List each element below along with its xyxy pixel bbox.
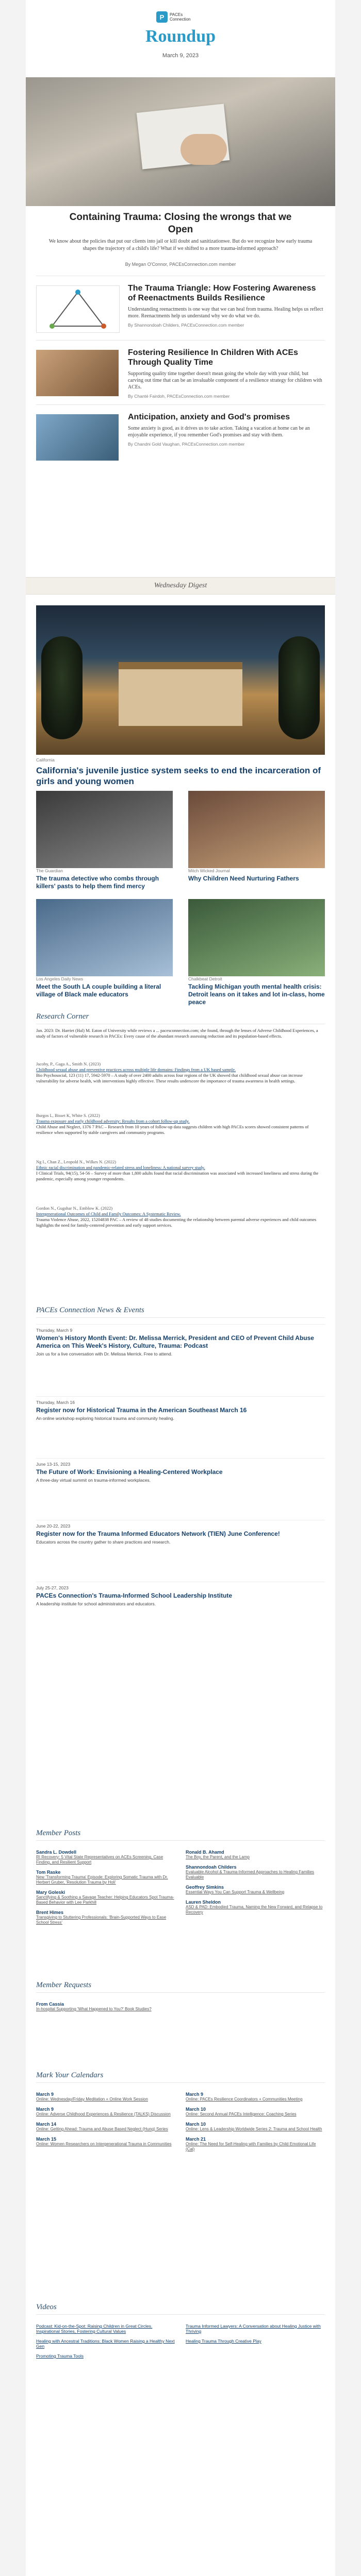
research-intro: Jan. 2023: Dr. Harriet (Hal) M. Eaton of University while reviews a ... pacesconnection.com; she found, through the lenses of Adverse Childhood Experiences, a study of factors of vulnerable research in PACEs: Every cause of the abundant research assessing reduction and its population-based effects. [36, 1028, 318, 1039]
news-date: June 20-22, 2023 [36, 1523, 71, 1529]
hero-byline: By Megan O'Connor, PACEsConnection.com member [125, 262, 236, 267]
calendar-link[interactable]: Online: Second Annual PACEs Intelligence: Coaching Series [186, 2112, 297, 2116]
research-citation: Ng I., Chan Z., Leopold N., Wilkes N. (2022) [36, 1159, 117, 1164]
digest-title[interactable]: The trauma detective who combs through killers' pasts to help them find mercy [36, 875, 159, 890]
calendar-date: March 9 [36, 2092, 54, 2097]
story-item [36, 276, 325, 338]
logo-mark: P [156, 11, 168, 23]
member-post-link[interactable]: Sanctifying & Soothing a Savage Teacher: Helping Educators Spot Trauma-Based Behavior with Lee Parkhill [36, 1895, 174, 1905]
video-link[interactable]: Healing Trauma Through Creative Play [186, 2338, 261, 2344]
news-title[interactable]: Register now for Historical Trauma in the American Southeast March 16 [36, 1406, 247, 1414]
research-link[interactable]: Childhood sexual abuse and preventive practices across multiple life domains: Findings from a UK based sample. [36, 1067, 236, 1072]
story-thumbnail[interactable] [36, 414, 119, 461]
news-title[interactable]: PACEs Connection's Trauma-Informed School Leadership Institute [36, 1592, 233, 1599]
story-title[interactable]: Anticipation, anxiety and God's promises [128, 413, 290, 421]
calendar-date: March 10 [186, 2122, 206, 2127]
digest-category: Los Angeles Daily News [36, 976, 84, 981]
newsletter [26, 0, 335, 2576]
video-link[interactable]: Trauma Informed Lawyers: A Conversation about Healing Justice with Thriving [186, 2324, 321, 2334]
video-link[interactable]: Healing with Ancestral Traditions: Black Women Raising a Healthy Next Gen [36, 2338, 175, 2349]
story-description: Supporting quality time together doesn't mean going the whole day with your child, but carving out time that can be an invaluable component of a resilience strategy for children with ACEs. [128, 371, 322, 390]
calendar-item [36, 2092, 175, 2102]
research-summary: Bio Psychosocial, 123 (11) 17, 5942-5970 – A study of over 2400 adults across four regions of the UK showed that childhood sexual abuse can increase vulnerability for adverse health, with interventions highly effective. These results underscore the importance of trauma awareness in health settings. [36, 1073, 303, 1083]
member-post-link[interactable]: RI Recovery: 5 Vital State Representatives on ACEs Screening, Case Finding, and Resilient Support [36, 1855, 163, 1865]
videos-heading: Videos [36, 2303, 325, 2315]
hero-hand-shape [180, 134, 227, 165]
video-link[interactable]: Promoting Trauma Tools [36, 2353, 84, 2359]
request-from: From Cassia [36, 2002, 64, 2007]
trauma-triangle-icon [37, 286, 119, 332]
digest-item [36, 899, 173, 998]
videos-left [36, 2324, 175, 2363]
calendar-item [186, 2137, 325, 2152]
research-item [36, 1113, 325, 1136]
research-citation: Gordon N., Gugshar N., Emblow K. (2022) [36, 1206, 113, 1211]
logo-text [170, 12, 190, 22]
story-byline: By Chanté Fairdoh, PACEsConnection.com member [128, 394, 230, 399]
news-item [36, 1396, 325, 1453]
calendar-item [186, 2092, 325, 2102]
story-item [36, 340, 325, 402]
member-name[interactable]: Mary Goleski [36, 1890, 65, 1895]
calendar-link[interactable]: Online: Getting Ahead: Trauma and Abuse Based Neglect (Hung) Series [36, 2127, 168, 2131]
wednesday-hero-image[interactable] [36, 605, 325, 755]
research-item [36, 1206, 325, 1228]
digest-image[interactable] [36, 791, 173, 868]
digest-item [188, 899, 325, 1006]
digest-title[interactable]: Meet the South LA couple building a literal village of Black male educators [36, 983, 161, 998]
member-post [36, 1910, 175, 1925]
story-description: Some anxiety is good, as it drives us to take action. Taking a vacation at home can be an enjoyable experience, if you remember God's promises and stay with them. [128, 426, 310, 438]
calendar-date: March 10 [186, 2107, 206, 2112]
news-item [36, 1520, 325, 1577]
digest-item [36, 791, 173, 890]
calendar-item [186, 2107, 325, 2117]
story-title[interactable]: Fostering Resilience In Children With ACEs Through Quality Time [128, 348, 298, 367]
calendar-item [36, 2137, 175, 2147]
digest-category: Mitch Wicked Journal [188, 868, 230, 873]
calendar-date: March 9 [186, 2092, 204, 2097]
story-title[interactable]: The Trauma Triangle: How Fostering Awareness of Reenactments Builds Resilience [128, 284, 316, 302]
news-date: June 13-15, 2023 [36, 1462, 71, 1467]
member-post-link[interactable]: Transgiving to Stuttering Professionals: 'Brain-Supported Ways to Ease School Stress' [36, 1915, 167, 1925]
member-post [36, 1870, 175, 1885]
research-summary: Child Abuse and Neglect, 1376 7 PAC – Research from 10 years of follow-up data suggests children with high PACEs scores showed consistent patterns of resilience when supported by stable caregivers and community programs. [36, 1124, 309, 1135]
calendar-item [36, 2122, 175, 2132]
story-description: Understanding reenactments is one way that we can heal from trauma. Healing helps us reflect more. Reenactments help us understand why we do what we do. [128, 307, 323, 319]
hero-title[interactable] [36, 211, 325, 236]
digest-image[interactable] [188, 899, 325, 976]
member-post-link[interactable]: ASD & PAD: Embodied Trauma, Naming the New Forward, and Relapse to Recovery [186, 1905, 323, 1914]
research-summary: I Clinical Trials, 94(15), 54-56 – Survey of more than 1,800 adults found that racial discrimination was associated with increased loneliness and stress during the pandemic, especially among younger respondents. [36, 1171, 319, 1181]
story-byline: By Chandni Gold Vaughan, PACEsConnection.com member [128, 442, 245, 447]
research-citation: Burgos L, Bisset K, White S. (2022) [36, 1113, 100, 1118]
member-posts-heading: Member Posts [36, 1829, 325, 1841]
calendar-left [36, 2092, 175, 2151]
member-name[interactable]: Sandra L. Dowdell [36, 1850, 77, 1855]
calendar-link[interactable]: Online: Women Researchers on Intergenerational Trauma in Communities [36, 2142, 172, 2146]
member-name[interactable]: Tom Raske [36, 1870, 61, 1875]
tree-shape [278, 636, 320, 739]
member-name[interactable]: Brent Himes [36, 1910, 64, 1915]
research-link[interactable]: Ethnic racial discrimination and pandemic-related stress and loneliness: A national survey study. [36, 1165, 205, 1170]
calendar-heading: Mark Your Calendars [36, 2071, 325, 2083]
digest-item [188, 791, 325, 883]
member-post [186, 1885, 325, 1895]
member-post [36, 1890, 175, 1905]
member-post [186, 1900, 325, 1915]
calendar-date: March 14 [36, 2122, 57, 2127]
news-events-heading: PACEs Connection News & Events [36, 1306, 325, 1318]
news-title[interactable]: The Future of Work: Envisioning a Healing-Centered Workplace [36, 1468, 223, 1476]
calendar-link[interactable]: Online: PACEs Resilience Coordinators + Communities Meeting [186, 2097, 303, 2102]
calendar-date: March 9 [36, 2107, 54, 2112]
story-thumbnail[interactable] [36, 350, 119, 396]
member-name[interactable]: Shannondoah Childers [186, 1865, 237, 1870]
news-title[interactable]: Women's History Month Event: Dr. Melissa Merrick, President and CEO of Prevent Child Abuse America on This Week's History, Culture, Trauma: Podcast [36, 1334, 314, 1349]
calendar-link[interactable]: Online: Wednesday/Friday Meditation + Online Work Session [36, 2097, 148, 2102]
member-name[interactable]: Geoffrey Simkins [186, 1885, 224, 1890]
calendar-item [36, 2107, 175, 2117]
story-byline: By Shannondoah Childers, PACEsConnection.com member [128, 323, 244, 328]
news-item [36, 1324, 325, 1392]
calendar-right [186, 2092, 325, 2157]
story-item [36, 404, 325, 467]
member-post-link[interactable]: Essential Ways You Can Support Trauma & Wellbeing [186, 1890, 285, 1894]
news-date: July 25-27, 2023 [36, 1585, 69, 1590]
member-post-link[interactable]: New 'Transforming Trauma' Episode: Exploring Somatic Trauma with Dr. Herbert Gruber, 'Resolution Trauma by Holi' [36, 1875, 168, 1885]
news-summary: Join us for a live conversation with Dr. Melissa Merrick. Free to attend. [36, 1351, 173, 1357]
videos-right [186, 2324, 325, 2348]
calendar-link[interactable]: Online: The Need for Self-Healing with Families by Child Emotional Life (Cal) [186, 2142, 316, 2151]
research-corner-heading: Research Corner [36, 1012, 325, 1024]
calendar-link[interactable]: Online: Adverse Childhood Experiences & Resilience (TALKS) Discussion [36, 2112, 171, 2116]
wednesday-digest-band: Wednesday Digest [26, 577, 335, 595]
news-item [36, 1582, 325, 1644]
news-date: Thursday, March 9 [36, 1328, 73, 1333]
logo[interactable] [156, 9, 205, 25]
logo-line-2: Connection [170, 17, 191, 22]
newsletter-date: March 9, 2023 [162, 53, 199, 59]
news-item [36, 1458, 325, 1515]
news-summary: An online workshop exploring historical trauma and community healing. [36, 1416, 174, 1421]
research-item [36, 1159, 325, 1182]
news-date: Thursday, March 16 [36, 1400, 75, 1405]
member-posts-right [186, 1850, 325, 1920]
research-link[interactable]: Trauma exposure and early childhood adversity: Results from a cohort follow-up study. [36, 1118, 190, 1124]
tree-shape [41, 636, 83, 739]
digest-title[interactable]: Tackling Michigan youth mental health crisis: Detroit leans on it takes and lot in-class, home peace [188, 983, 325, 1006]
member-post-link[interactable]: The Boy, the Parent, and the Lamp [186, 1855, 250, 1859]
news-summary: Educators across the country gather to share practices and research. [36, 1539, 171, 1545]
hero-title-line-1: Containing Trauma: Closing the wrongs that we [69, 212, 292, 223]
calendar-link[interactable]: Online: Lens & Leadership Worldwide Series 2: Trauma and School Health [186, 2127, 322, 2131]
digest-category: Chalkbeat Detroit [188, 976, 222, 981]
member-request [36, 2002, 175, 2016]
digest-image[interactable] [36, 899, 173, 976]
research-item [36, 1061, 325, 1084]
member-post [186, 1865, 325, 1880]
request-link[interactable]: In-hospital Supporting 'What Happened to You?' Book Studies? [36, 2007, 152, 2011]
research-summary: Trauma Violence Abuse, 2022, 15204838 PAC – A review of 48 studies documenting the relationship between parental adverse experiences and child outcomes highlights the need for family-centered prevention and early support services. [36, 1217, 317, 1228]
newsletter-title: Roundup [145, 27, 216, 46]
hero-description: We know about the policies that put our clients into jail or kill doubt and sanitizationwe. But do we recognize how early trauma shapes the trajectory of a child's life? What if we shifted to a more trauma-informed approach? [48, 239, 313, 251]
digest-image[interactable] [188, 791, 325, 868]
member-post [36, 1850, 175, 1865]
newsletter-header [26, 0, 335, 78]
member-post [186, 1850, 325, 1860]
research-link[interactable]: Intergenerational Outcomes of Child and Family Outcomes: A Systematic Review. [36, 1211, 181, 1216]
digest-category: The Guardian [36, 868, 63, 873]
member-name[interactable]: Lauren Sheldon [186, 1900, 221, 1905]
member-posts-left [36, 1850, 175, 1930]
member-name[interactable]: Ronald B. Ahamd [186, 1850, 224, 1855]
building-shape [119, 662, 242, 726]
member-requests-heading: Member Requests [36, 1981, 325, 1993]
news-title[interactable]: Register now for the Trauma Informed Educators Network (TIEN) June Conference! [36, 1530, 280, 1537]
member-post-link[interactable]: Evaluable Alcohol & Trauma-Informed Approaches to Healing Families Evaluable [186, 1870, 315, 1879]
research-citation: Jacoby, P., Gaga A., Smith N. (2023) [36, 1061, 101, 1066]
wednesday-category: California [36, 757, 55, 762]
digest-title[interactable]: Why Children Need Nurturing Fathers [188, 875, 299, 882]
logo-line-1: PACEs [170, 12, 183, 17]
calendar-date: March 15 [36, 2137, 57, 2142]
hero-title-line-2: Open [168, 224, 193, 235]
calendar-item [186, 2122, 325, 2132]
news-summary: A leadership institute for school administrators and educators. [36, 1601, 156, 1606]
wednesday-title[interactable]: California's juvenile justice system seeks to end the incarceration of girls and young women [36, 766, 321, 786]
calendar-date: March 21 [186, 2137, 206, 2142]
hero-image[interactable] [26, 77, 335, 206]
story-thumbnail[interactable] [36, 285, 120, 333]
news-summary: A three-day virtual summit on trauma-informed workplaces. [36, 1478, 151, 1483]
video-link[interactable]: Podcast: Kid-on-the-Spot: Raising Children in Great Circles. Inspirational Stories, Fostering Cultural Values [36, 2324, 153, 2334]
